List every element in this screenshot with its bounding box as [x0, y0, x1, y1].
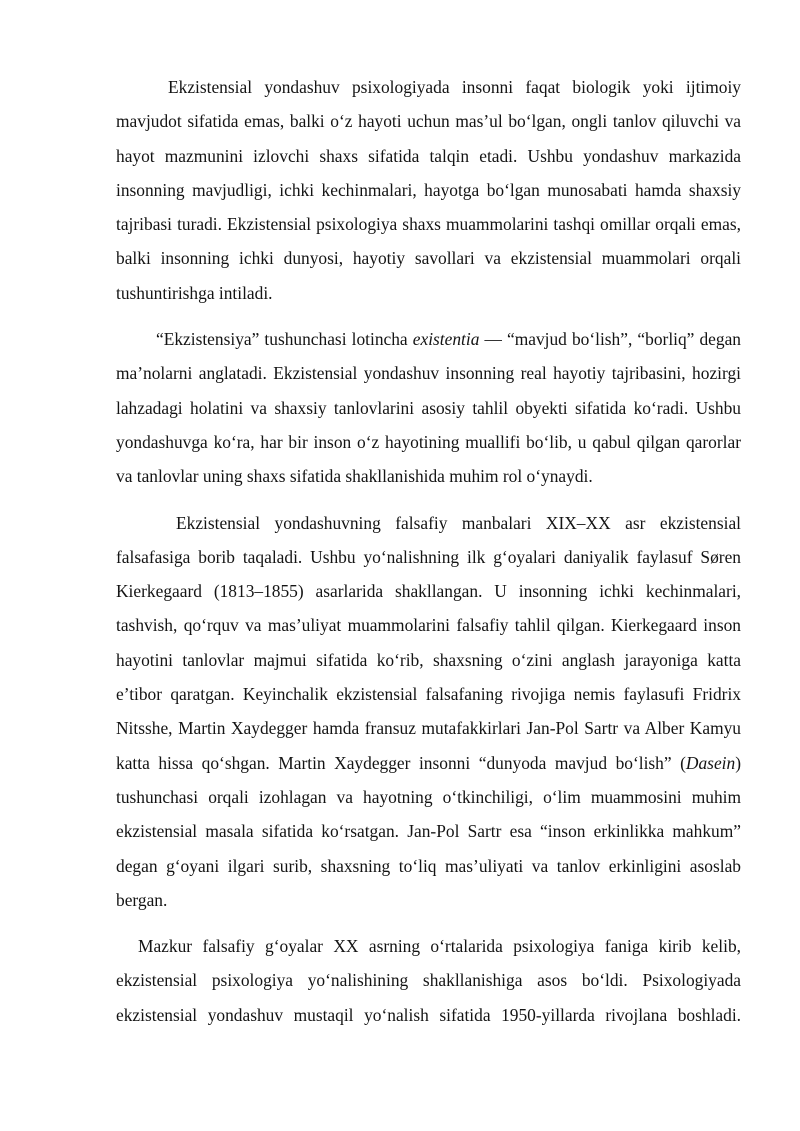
paragraph-3-lead: Ekzistensial yondashuvning falsafiy manbalari XIX–XX asr ekzistensial falsafasiga borib taqaladi. Ushbu yo‘nalishning ilk g‘oyalari daniyalik faylasuf Søren Kierkegaard (1813–1855) asarlarida shakllangan. U insonning ichki kechinmalari, tashvish, qo‘rquv va mas’uliyat muammolarini falsafiy tahlil qilgan. Kierkegaard inson hayotini tanlovlar majmui sifatida ko‘rib, shaxsning o‘zini anglash jarayoniga katta e’tibor qaratgan. Keyinchalik ekzistensial falsafaning rivojiga nemis faylasufi Fridrix Nitsshe, Martin Xaydegger hamda fransuz mutafakkirlari Jan-Pol Sartr va Alber Kamyu katta hissa qo‘shgan. Martin Xaydegger insonni “dunyoda mavjud bo‘lish” ( — [116, 512, 741, 773]
paragraph-1: Ekzistensial yondashuv psixologiyada insonni faqat biologik yoki ijtimoiy mavjudot sifatida emas, balki o‘z hayoti uchun mas’ul bo‘lgan, ongli tanlov qiluvchi va hayot mazmunini izlovchi shaxs sifatida talqin etadi. Ushbu yondashuv markazida insonning mavjudligi, ichki kechinmalari, hayotga bo‘lgan munosabati hamda shaxsiy tajribasi turadi. Ekzistensial psixologiya shaxs muammolarini tashqi omillar orqali emas, balki insonning ichki dunyosi, hayotiy savollari va ekzistensial muammolari orqali tushuntirishga intiladi. — [116, 77, 741, 303]
paragraph-2 — [116, 322, 741, 493]
latin-term-existentia: existentia — [412, 329, 480, 350]
paragraph-2-lead: “Ekzistensiya” tushunchasi lotincha — [156, 329, 413, 350]
paragraph-2-rest: — “mavjud bo‘lish”, “borliq” degan ma’nolarni anglatadi. Ekzistensial yondashuv insonning real hayotiy tajribasini, hozirgi lahzadagi holatini va shaxsiy tanlovlarini asosiy tahlil obyekti sifatida ko‘radi. Ushbu yondashuvga ko‘ra, har bir inson o‘z hayotining muallifi bo‘lib, u qabul qilgan qarorlar va tanlovlar uning shaxs sifatida shakllanishida muhim rol o‘ynaydi. — [116, 329, 742, 487]
paragraph-4: Mazkur falsafiy g‘oyalar XX asrning o‘rtalarida psixologiya faniga kirib kelib, ekzistensial psixologiya yo‘nalishining shakllanishiga asos bo‘ldi. Psixologiyada ekzistensial yondashuv mustaqil yo‘nalish sifatida 1950-yillarda rivojlana boshladi. — [116, 936, 741, 1025]
paragraph-3 — [116, 506, 741, 918]
german-term-dasein: Dasein — [685, 752, 736, 773]
paragraph-3-rest: ) tushunchasi orqali izohlagan va hayotning o‘tkinchiligi, o‘lim muammosini muhim ekzistensial masala sifatida ko‘rsatgan. Jan-Pol Sartr esa “inson erkinlikka mahkum” degan g‘oyani ilgari surib, shaxsning to‘liq mas’uliyati va tanlov erkinligini asoslab bergan. — [116, 752, 741, 910]
document-body — [116, 70, 741, 1032]
